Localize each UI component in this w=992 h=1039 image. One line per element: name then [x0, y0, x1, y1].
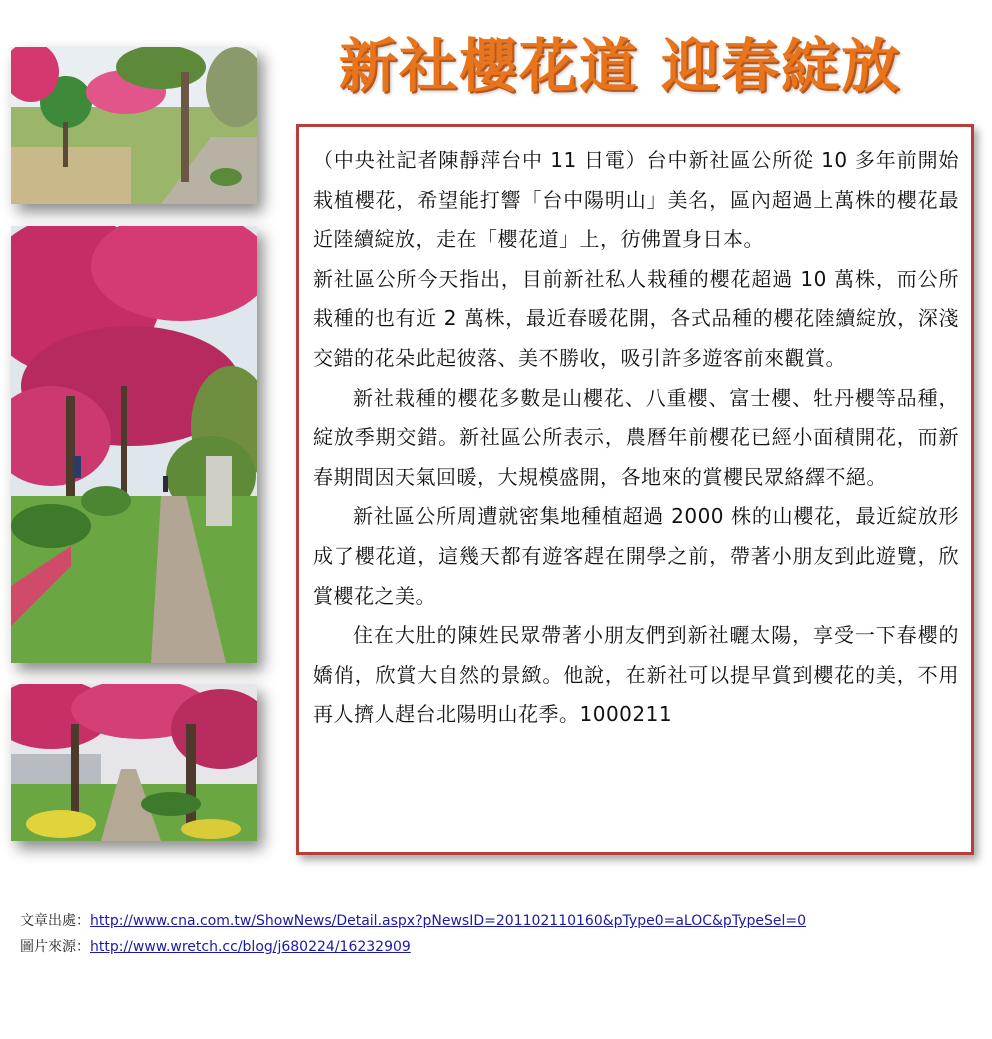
article-source-line	[20, 908, 980, 934]
article-paragraph-2: 新社區公所今天指出，目前新社私人栽種的櫻花超過 10 萬株，而公所栽種的也有近 2 萬株，最近春暖花開，各式品種的櫻花陸續綻放，深淺交錯的花朵此起彼落、美不勝收，吸引許多遊客前來觀賞。	[313, 266, 959, 370]
page-title: 新社櫻花道 迎春綻放	[338, 32, 902, 100]
cherry-blossom-photo-3	[11, 684, 257, 841]
article-paragraph-4: 新社區公所周遭就密集地種植超過 2000 株的山櫻花，最近綻放形成了櫻花道，這幾天都有遊客趕在開學之前，帶著小朋友到此遊覽，欣賞櫻花之美。	[313, 504, 959, 608]
article-box	[296, 124, 974, 855]
image-source-line	[20, 934, 980, 960]
article-source-label: 文章出處：	[20, 913, 90, 929]
image-source-label: 圖片來源：	[20, 939, 90, 955]
image-source-link[interactable]: http://www.wretch.cc/blog/j680224/16232909	[90, 939, 411, 955]
article-paragraph-5: 住在大肚的陳姓民眾帶著小朋友們到新社曬太陽，享受一下春櫻的嬌俏，欣賞大自然的景緻。他說，在新社可以提早賞到櫻花的美，不用再人擠人趕台北陽明山花季。1000211	[313, 623, 959, 727]
article-paragraph-1: （中央社記者陳靜萍台中 11 日電）台中新社區公所從 10 多年前開始栽植櫻花，希望能打響「台中陽明山」美名，區內超過上萬株的櫻花最近陸續綻放，走在「櫻花道」上，彷佛置身日本。	[313, 148, 959, 252]
article-source-link[interactable]: http://www.cna.com.tw/ShowNews/Detail.aspx?pNewsID=201102110160&pType0=aLOC&pTypeSel=0	[90, 913, 807, 929]
cherry-blossom-photo-1	[11, 47, 257, 204]
article-paragraph-3: 新社栽種的櫻花多數是山櫻花、八重櫻、富士櫻、牡丹櫻等品種，綻放季期交錯。新社區公所表示，農曆年前櫻花已經小面積開花，而新春期間因天氣回暖，大規模盛開，各地來的賞櫻民眾絡繹不絕。	[313, 385, 959, 489]
sources	[20, 908, 980, 960]
cherry-blossom-photo-2	[11, 226, 257, 663]
